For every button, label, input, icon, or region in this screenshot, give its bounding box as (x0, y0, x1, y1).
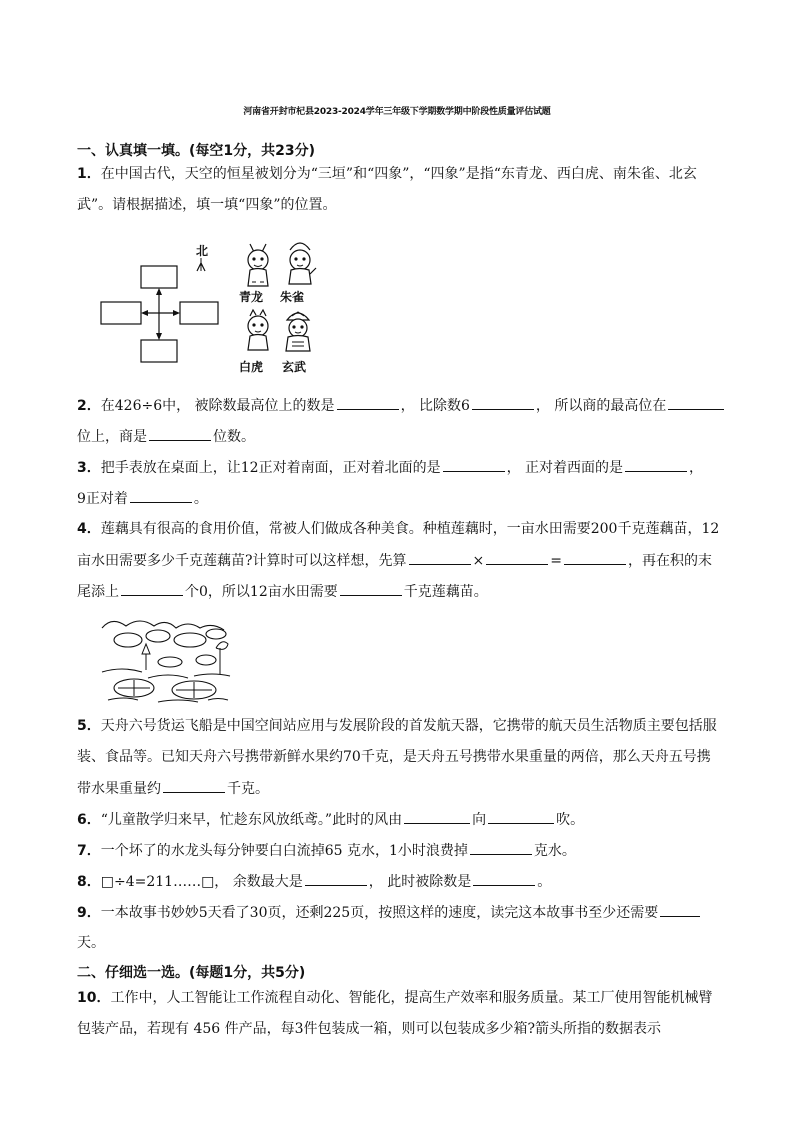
q7-number: 7． (77, 843, 101, 859)
answer-box-east (180, 302, 218, 324)
q2-number: 2． (77, 398, 101, 414)
q2-blank-4[interactable] (149, 426, 211, 441)
q6-text-b: 向 (472, 812, 487, 828)
q2-text-b: ， 比除数6 (400, 398, 470, 414)
q4-text-b: ，再在积的末 (627, 553, 712, 569)
q3-text-c: ， (689, 460, 704, 476)
q4-eq: = (550, 553, 562, 569)
lotus-pond-image (98, 614, 234, 706)
creature-label-zhuque: 朱雀 (280, 290, 305, 304)
q5-line-3 (77, 778, 269, 799)
q4-blank-3[interactable] (564, 550, 626, 565)
q5-line-1 (77, 716, 717, 736)
q6-text-a: “儿童散学归来早，忙趁东风放纸鸢。”此时的风由 (100, 812, 403, 828)
q8-text-a: □÷4=211……□， 余数最大是 (100, 874, 303, 890)
answer-box-north (141, 266, 177, 288)
q2-line-2 (77, 426, 255, 447)
q4-blank-2[interactable] (486, 550, 548, 565)
q6-line (77, 809, 584, 830)
q7-blank-1[interactable] (470, 840, 532, 855)
q3-blank-1[interactable] (443, 457, 505, 472)
q4-line-3 (77, 581, 488, 602)
creature-label-qinglong: 青龙 (239, 290, 264, 304)
q8-text-c: 。 (537, 874, 552, 890)
q6-number: 6． (77, 812, 101, 828)
section-1-heading: 一、认真填一填。(每空1分，共23分) (77, 143, 316, 159)
q7-text-a: 一个坏了的水龙头每分钟要白白流掉65 克水，1小时浪费掉 (100, 843, 468, 859)
q1-number: 1． (77, 166, 101, 182)
baihu-figure-icon (248, 310, 268, 350)
q1-text-2: 武”。请根据描述，填一填“四象”的位置。 (77, 197, 337, 213)
q1-line-2 (77, 195, 336, 215)
q6-text-c: 吹。 (556, 812, 585, 828)
q8-number: 8． (77, 874, 101, 890)
q5-text-b: 千克。 (227, 781, 269, 797)
q2-text-d: 位上，商是 (77, 429, 147, 445)
q9-line-1 (77, 902, 702, 923)
answer-box-west (101, 302, 141, 324)
q5-text-a: 带水果重量约 (77, 781, 161, 797)
q5-blank-1[interactable] (163, 778, 225, 793)
q8-blank-2[interactable] (473, 871, 535, 886)
q4-blank-1[interactable] (409, 550, 471, 565)
q4-text-a: 亩水田需要多少千克莲藕苗?计算时可以这样想，先算 (77, 553, 407, 569)
q2-text-a: 在426÷6中， 被除数最高位上的数是 (100, 398, 335, 414)
q3-blank-3[interactable] (130, 488, 192, 503)
q7-text-b: 克水。 (533, 843, 576, 859)
q5-text-1: 天舟六号货运飞船是中国空间站应用与发展阶段的首发航天器，它携带的航天员生活物质主要包括服 (100, 718, 717, 734)
section-2-heading: 二、仔细选一选。(每题1分，共5分) (77, 965, 306, 981)
q3-line-2 (77, 488, 208, 509)
q2-text-e: 位数。 (213, 429, 255, 445)
qinglong-figure-icon (248, 244, 268, 286)
q3-line-1 (77, 457, 703, 478)
q2-blank-1[interactable] (337, 395, 399, 410)
q8-line (77, 871, 551, 892)
q4-text-d: 个0，所以12亩水田需要 (185, 584, 338, 600)
q5-number: 5． (77, 718, 101, 734)
q9-line-2 (77, 933, 105, 953)
q5-text-2: 装、食品等。已知天舟六号携带新鲜水果约70千克，是天舟五号携带水果重量的两倍，那么天舟五号携 (77, 749, 711, 765)
q9-text-b: 天。 (77, 935, 105, 951)
creature-label-baihu: 白虎 (239, 360, 264, 374)
q9-number: 9． (77, 905, 101, 921)
q3-text-a: 把手表放在桌面上，让12正对着南面，正对着北面的是 (100, 460, 441, 476)
q3-number: 3． (77, 460, 101, 476)
q7-line (77, 840, 576, 861)
xuanwu-figure-icon (286, 312, 310, 351)
q3-text-b: ， 正对着西面的是 (506, 460, 624, 476)
q2-line-1 (77, 395, 726, 416)
q4-number: 4． (77, 521, 101, 537)
q4-line-1 (77, 519, 719, 539)
q10-text-2: 包装产品，若现有 456 件产品，每3件包装成一箱，则可以包装成多少箱?箭头所指的数据表示 (77, 1021, 662, 1037)
direction-diagram (96, 236, 336, 376)
q3-blank-2[interactable] (625, 457, 687, 472)
q6-blank-1[interactable] (404, 809, 470, 824)
q10-text-1: 工作中，人工智能让工作流程自动化、智能化，提高生产效率和服务质量。某工厂使用智能机械臂 (110, 990, 713, 1006)
q10-number: 10． (77, 990, 111, 1006)
q4-text-e: 千克莲藕苗。 (403, 584, 488, 600)
q1-line-1 (77, 164, 697, 184)
q2-text-c: ， 所以商的最高位在 (535, 398, 667, 414)
q2-blank-3[interactable] (668, 395, 724, 410)
q3-text-d: 9正对着 (77, 491, 128, 507)
answer-box-south (141, 340, 177, 362)
zhuque-figure-icon (289, 243, 316, 284)
q5-line-2 (77, 747, 711, 767)
north-arrow-icon (197, 258, 205, 271)
q3-text-e: 。 (193, 491, 208, 507)
creature-label-xuanwu: 玄武 (282, 360, 307, 374)
q4-text-1: 莲藕具有很高的食用价值，常被人们做成各种美食。种植莲藕时，一亩水田需要200千克莲藕苗，12 (100, 521, 720, 537)
q1-text-1: 在中国古代，天空的恒星被划分为“三垣”和“四象”，“四象”是指“东青龙、西白虎、南朱雀、北玄 (100, 166, 697, 182)
q2-blank-2[interactable] (472, 395, 534, 410)
q10-line-1 (77, 988, 712, 1008)
q1-figure (96, 236, 336, 376)
page-title: 河南省开封市杞县2023-2024学年三年级下学期数学期中阶段性质量评估试题 (243, 107, 551, 117)
q9-blank-1[interactable] (660, 902, 700, 917)
q4-blank-4[interactable] (121, 581, 183, 596)
q6-blank-2[interactable] (488, 809, 554, 824)
q9-text-a: 一本故事书妙妙5天看了30页，还剩225页，按照这样的速度，读完这本故事书至少还需要 (100, 905, 659, 921)
q10-line-2 (77, 1019, 661, 1039)
q8-blank-1[interactable] (305, 871, 367, 886)
q4-blank-5[interactable] (340, 581, 402, 596)
q4-line-2 (77, 550, 712, 571)
q4-text-c: 尾添上 (77, 584, 119, 600)
q4-times: × (472, 553, 485, 569)
north-label: 北 (196, 244, 209, 258)
q8-text-b: ， 此时被除数是 (368, 874, 472, 890)
